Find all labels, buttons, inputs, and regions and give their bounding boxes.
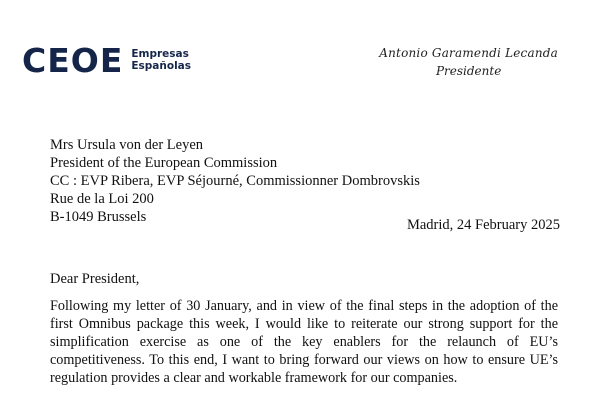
- letter-date: Madrid, 24 February 2025: [406, 217, 560, 233]
- recipient-line: B-1049 Brussels: [50, 209, 147, 225]
- paragraph-line: regulation provides a clear and workable framework for our companies.: [50, 370, 458, 387]
- body-paragraph: [50, 297, 558, 387]
- logo-subtitle: [131, 49, 191, 72]
- signature-name: Antonio Garamendi Lecanda: [379, 46, 558, 60]
- paragraph-line: competitiveness. To this end, I want to bring forward our views on how to ensure UE’s: [50, 352, 558, 369]
- logo-subtitle-line1: Empresas: [131, 48, 189, 60]
- paragraph-line: Following my letter of 30 January, and in view of the final steps in the adoption of the: [50, 298, 558, 314]
- recipient-line: Rue de la Loi 200: [50, 191, 154, 207]
- signature-role: Presidente: [435, 64, 502, 78]
- logo-mark: CEOE: [22, 41, 124, 80]
- recipient-line: President of the European Commission: [50, 155, 278, 171]
- logo-subtitle-line2: Españolas: [131, 59, 192, 72]
- paragraph-line: first Omnibus package this week, I would like to reiterate our strong support for the: [50, 316, 558, 333]
- ceoe-logo: [22, 41, 192, 80]
- signature-header: [379, 46, 558, 78]
- recipient-address: [50, 136, 420, 226]
- recipient-line: CC : EVP Ribera, EVP Séjourné, Commissionner Dombrovskis: [50, 173, 420, 189]
- paragraph-line: simplification exercise as one of the key enablers for the relaunch of EU’s: [50, 334, 558, 351]
- salutation: Dear President,: [50, 271, 140, 287]
- recipient-line: Mrs Ursula von der Leyen: [50, 137, 204, 153]
